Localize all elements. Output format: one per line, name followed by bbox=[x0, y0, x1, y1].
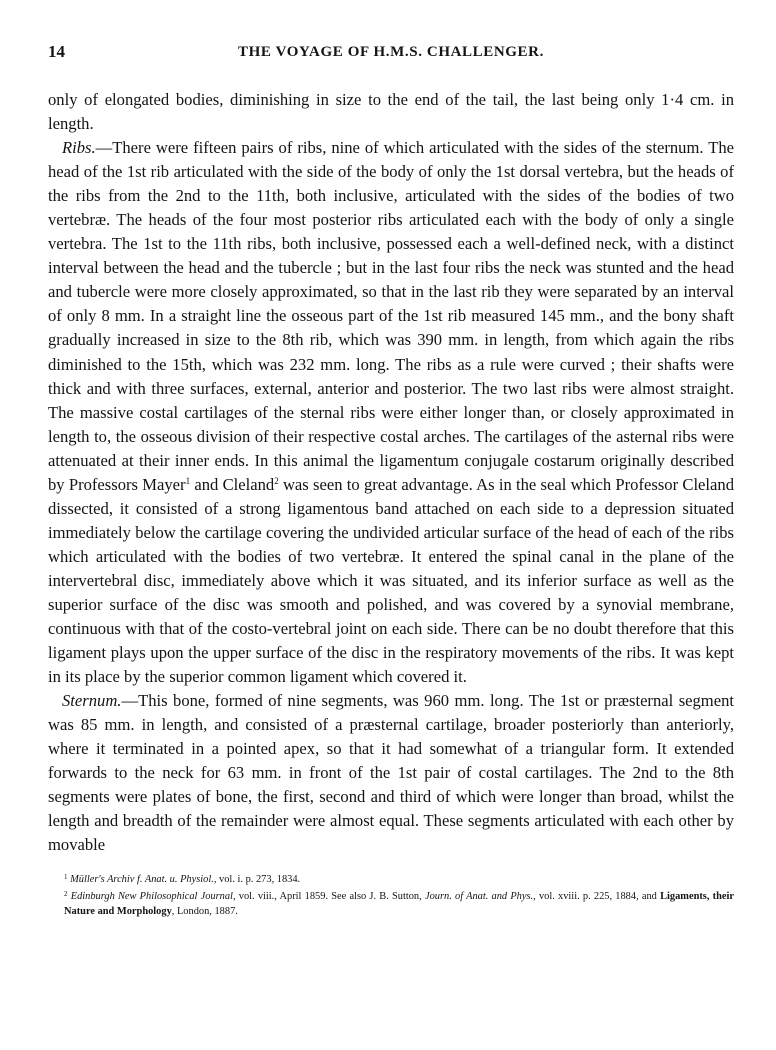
ribs-text-part-2: and Cleland bbox=[190, 474, 275, 494]
sternum-heading: Sternum. bbox=[62, 691, 122, 711]
sternum-paragraph bbox=[48, 689, 734, 857]
footnote-2-detail-2: , vol. xviii. p. 225, 1884, and bbox=[533, 890, 661, 902]
footnotes bbox=[48, 870, 734, 919]
sternum-text: —This bone, formed of nine segments, was 960 mm. long. The 1st or præsternal segment was 85 mm. in length, and consisted of a præsternal cartilage, broader posteriorly than anteriorly, where it terminated in a pointed apex, so that it had somewhat of a triangular form. It extended forwards to the neck for 63 mm. in front of the 1st pair of costal cartilages. The 2nd to the 8th segments were plates of bone, the first, second and third of which were longer than broad, whilst the length and breadth of the remainder were almost equal. These segments articulated with each other by movable bbox=[48, 691, 734, 855]
page-number: 14 bbox=[48, 42, 65, 61]
ribs-paragraph bbox=[48, 136, 734, 689]
footnote-1 bbox=[48, 870, 734, 887]
footnote-2-title: Ligaments, their Nature and Morphology bbox=[64, 890, 735, 917]
body-text bbox=[48, 88, 734, 858]
footnote-1-source: Müller's Archiv f. Anat. u. Physiol. bbox=[70, 873, 214, 885]
footnote-1-mark: 1 bbox=[64, 872, 68, 881]
footnote-ref-2[interactable]: 2 bbox=[274, 475, 279, 486]
footnote-2-journal: Journ. of Anat. and Phys. bbox=[424, 890, 534, 902]
ribs-heading: Ribs. bbox=[62, 138, 96, 158]
footnote-2-source: Edinburgh New Philosophical Journal bbox=[70, 890, 233, 902]
page-header bbox=[48, 42, 734, 68]
page bbox=[48, 42, 734, 919]
continuation-paragraph: only of elongated bodies, diminishing in size to the end of the tail, the last being only 1·4 cm. in length. bbox=[48, 90, 734, 134]
ribs-text-part-1: —There were fifteen pairs of ribs, nine of which articulated with the sides of the sternum. The head of the 1st rib articulated with the side of the body of only the 1st dorsal vertebra, but the heads of the ribs from the 2nd to the 11th, both inclusive, articulated with the sides of the bodies of two vertebræ. The heads of the four most posterior ribs articulated each with the body of only a single vertebra. The 1st to the 11th ribs, both inclusive, possessed each a well-defined neck, with a distinct interval between the head and the tubercle ; but in the last four ribs the neck was stunted and the head and tubercle were more closely approximated, so that in the last rib they were separated by an interval of only 8 mm. In a straight line the osseous part of the 1st rib measured 145 mm., and the bony shaft gradually increased in size to the 8th rib, which was 390 mm. in length, from which again the ribs diminished to the 15th, which was 232 mm. long. The ribs as a rule were curved ; their shafts were thick and with three surfaces, external, anterior and posterior. The two last ribs were almost straight. The massive costal cartilages of the sternal ribs were either longer than, or closely approximated in length to, the osseous division of their respective costal arches. The cartilages of the asternal ribs were attenuated at their inner ends. In this animal the ligamentum conjugale costarum originally described by Professors Mayer bbox=[48, 138, 734, 494]
footnote-ref-1[interactable]: 1 bbox=[185, 475, 191, 486]
footnote-2-detail-1: , vol. viii., April 1859. See also J. B. Sutton, bbox=[232, 890, 425, 902]
running-head: THE VOYAGE OF H.M.S. CHALLENGER. bbox=[238, 44, 544, 60]
footnote-1-detail: , vol. i. p. 273, 1834. bbox=[213, 873, 301, 885]
ribs-text-part-3: was seen to great advantage. As in the seal which Professor Cleland dissected, it consisted of a strong ligamentous band attached on each side to a depression situated immediately below the cartilage covering the undivided articular surface of the head of each of the ribs which articulated with the bodies of two vertebræ. It entered the spinal canal in the plane of the intervertebral disc, immediately above which it was situated, and its inferior surface as well as the superior surface of the disc was smooth and polished, and was covered by a synovial membrane, continuous with that of the costo-vertebral joint on each side. There can be no doubt therefore that this ligament plays upon the upper surface of the disc in the respiratory movements of the ribs. It was kept in its place by the superior common ligament which covered it. bbox=[48, 474, 734, 687]
footnote-2 bbox=[48, 887, 734, 919]
footnote-2-mark: 2 bbox=[64, 889, 68, 898]
footnote-2-detail-3: , London, 1887. bbox=[171, 905, 238, 917]
